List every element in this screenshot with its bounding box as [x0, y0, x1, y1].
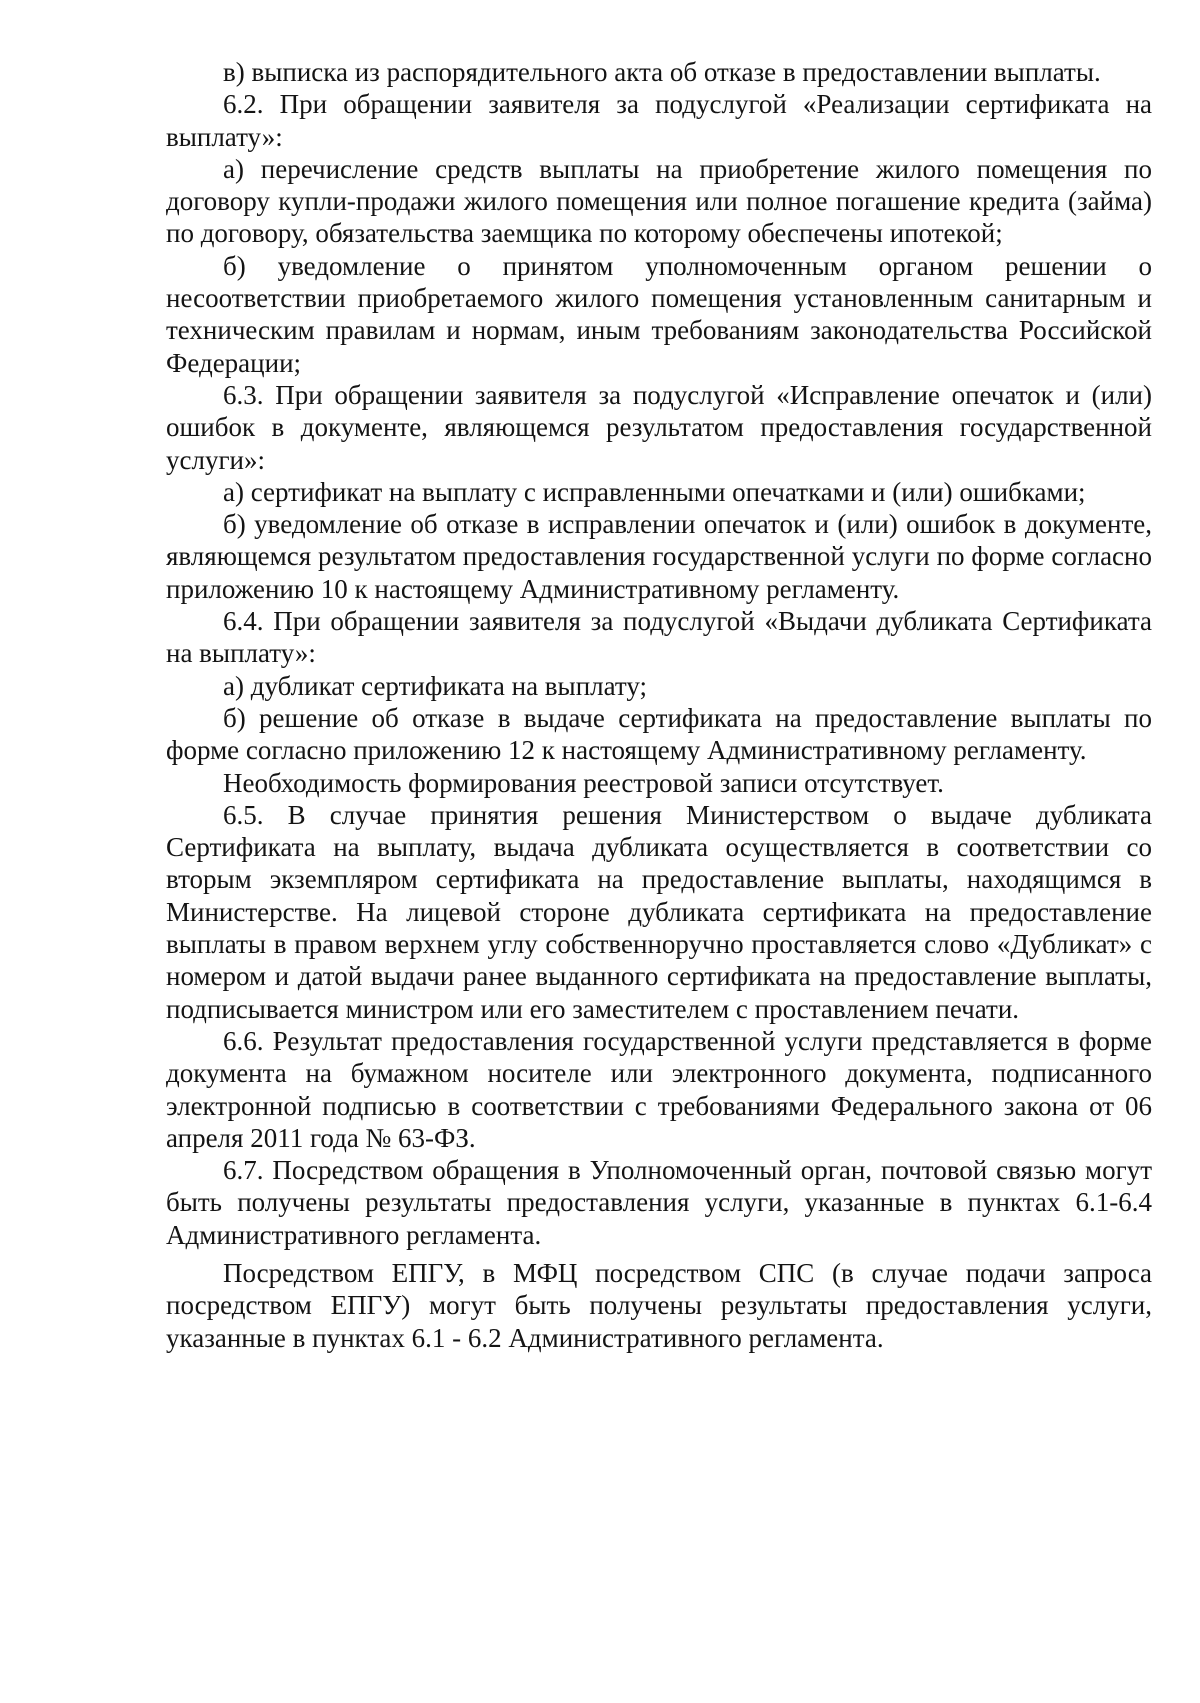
paragraph-6-3-a: а) сертификат на выплату с исправленными опечатками и (или) ошибками; — [223, 476, 1086, 507]
paragraph-6-2-b: б) уведомление о принятом уполномоченным органом решении о несоответствии приобретаемого жилого помещения установленным санитарным и техническим правилам и нормам, иным требованиям законодательства Российской Федерации; — [166, 250, 1152, 378]
paragraph-6-4-a: а) дубликат сертификата на выплату; — [223, 670, 647, 701]
paragraph-6-5: 6.5. В случае принятия решения Министерством о выдаче дубликата Сертификата на выплату, выдача дубликата осуществляется в соответствии со вторым экземпляром сертификата на предоставление выплаты, находящимся в Министерстве. На лицевой стороне дубликата сертификата на предоставление выплаты в правом верхнем углу собственноручно проставляется слово «Дубликат» с номером и датой выдачи ранее выданного сертификата на предоставление выплаты, подписывается министром или его заместителем с проставлением печати. — [166, 799, 1152, 1024]
document-body — [166, 56, 1152, 1354]
paragraph-6-1-v: в) выписка из распорядительного акта об отказе в предоставлении выплаты. — [223, 57, 1101, 87]
paragraph-6-3-b: б) уведомление об отказе в исправлении опечаток и (или) ошибок в документе, являющемся результатом предоставления государственной услуги по форме согласно приложению 10 к настоящему Административному регламенту. — [166, 509, 1152, 604]
paragraph-6-4: 6.4. При обращении заявителя за подуслугой «Выдачи дубликата Сертификата на выплату»: — [166, 606, 1152, 669]
paragraph-6-4-b: б) решение об отказе в выдаче сертификата на предоставление выплаты по форме согласно приложению 12 к настоящему Административному регламенту. — [166, 702, 1152, 766]
paragraph-epgu-results: Посредством ЕПГУ, в МФЦ посредством СПС (в случае подачи запроса посредством ЕПГУ) могут быть получены результаты предоставления услуги, указанные в пунктах 6.1 - 6.2 Административного регламента. — [166, 1257, 1152, 1353]
paragraph-6-6: 6.6. Результат предоставления государственной услуги представляется в форме документа на бумажном носителе или электронного документа, подписанного электронной подписью в соответствии с требованиями Федерального закона от 06 апреля 2011 года № 63-ФЗ. — [166, 1025, 1152, 1153]
paragraph-6-2: 6.2. При обращении заявителя за подуслугой «Реализации сертификата на выплату»: — [166, 89, 1152, 152]
paragraph-6-2-a: а) перечисление средств выплаты на приобретение жилого помещения по договору купли-продажи жилого помещения или полное погашение кредита (займа) по договору, обязательства заемщика по которому обеспечены ипотекой; — [166, 153, 1152, 249]
paragraph-registry-note: Необходимость формирования реестровой записи отсутствует. — [223, 767, 944, 798]
paragraph-6-7: 6.7. Посредством обращения в Уполномоченный орган, почтовой связью могут быть получены результаты предоставления услуги, указанные в пунктах 6.1-6.4 Административного регламента. — [166, 1155, 1152, 1250]
paragraph-6-3: 6.3. При обращении заявителя за подуслугой «Исправление опечаток и (или) ошибок в документе, являющемся результатом предоставления государственной услуги»: — [166, 379, 1152, 475]
